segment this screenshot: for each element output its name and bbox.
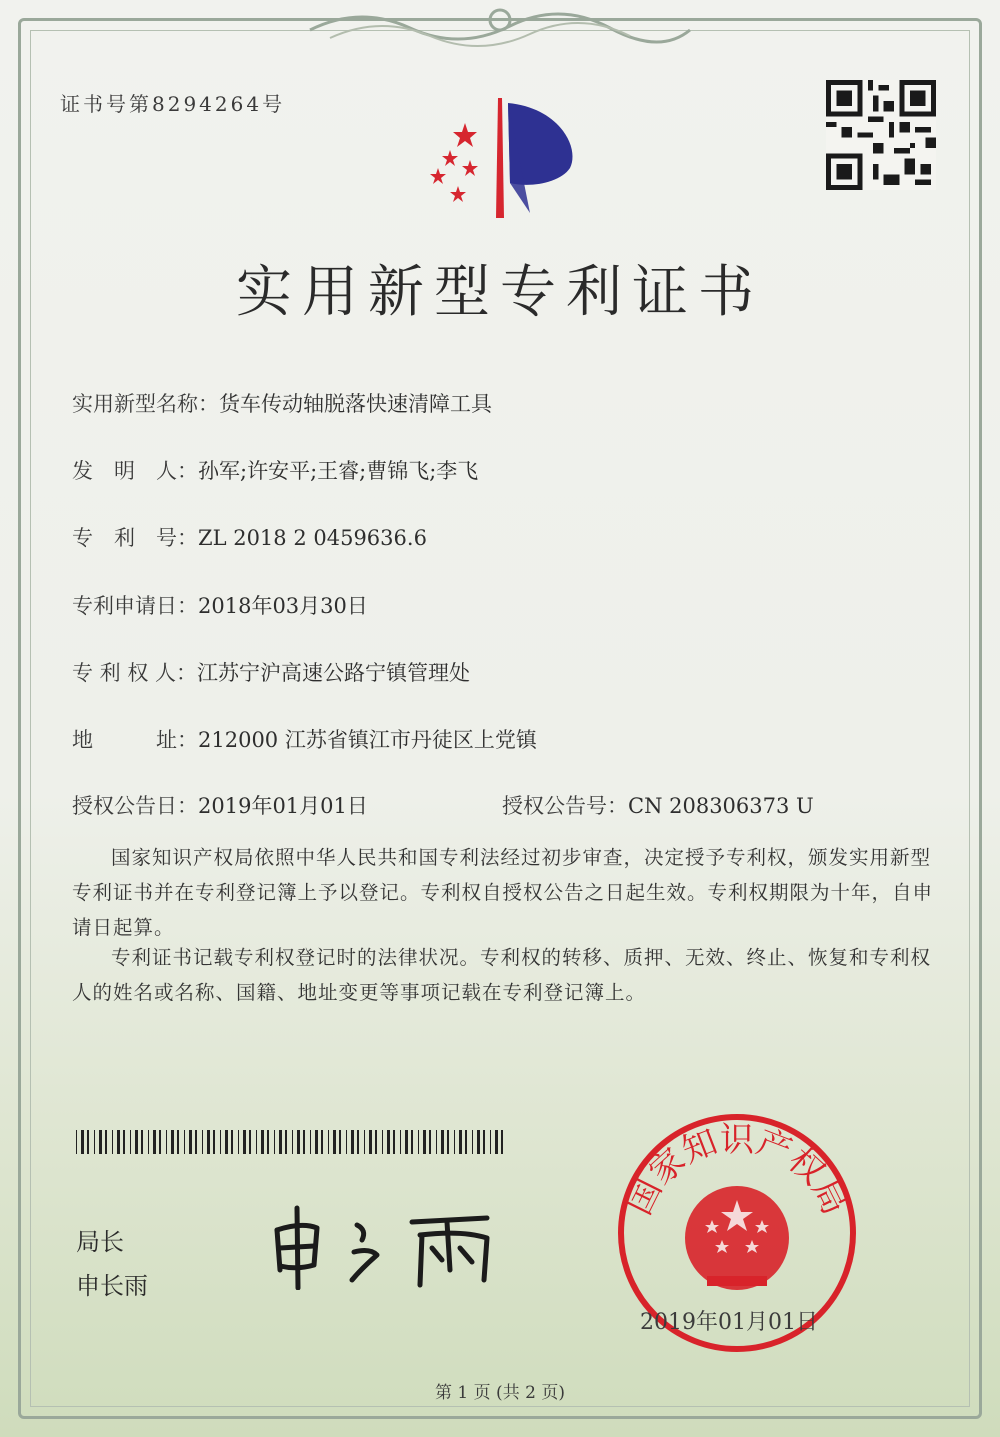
director-signature — [262, 1200, 512, 1290]
patent-office-logo-icon — [410, 88, 600, 223]
field-row-patentee — [72, 657, 470, 687]
page-indicator: 第 1 页 (共 2 页) — [435, 1383, 565, 1403]
field-value: 江苏宁沪高速公路宁镇管理处 — [197, 661, 471, 685]
certificate-title: 实用新型专利证书 — [236, 260, 764, 325]
director-title: 局长 — [76, 1228, 124, 1256]
field-label: 专 利 权 人： — [72, 661, 198, 685]
seal-text: 国家知识产权局 — [619, 1119, 855, 1222]
statement-paragraph-1: 国家知识产权局依照中华人民共和国专利法经过初步审查，决定授予专利权，颁发实用新型专利证书并在专利登记簿上予以登记。专利权自授权公告之日起生效。专利权期限为十年，自申请日起算。 — [72, 846, 934, 939]
field-label: 发 明 人： — [72, 459, 198, 483]
field-label: 地 址： — [72, 728, 198, 752]
director-name: 申长雨 — [76, 1272, 148, 1300]
field-value: 孙军;许安平;王睿;曹锦飞;李飞 — [198, 459, 479, 483]
field-row-patent-number — [72, 522, 427, 552]
field-label: 实用新型名称： — [72, 392, 219, 416]
field-label: 授权公告号： — [502, 794, 628, 818]
field-value: 2019年01月01日 — [198, 794, 368, 818]
field-value: ZL 2018 2 0459636.6 — [198, 526, 427, 550]
field-label: 授权公告日： — [72, 794, 198, 818]
seal-date: 2019年01月01日 — [640, 1310, 818, 1335]
field-row-application-date — [72, 590, 368, 620]
field-label: 专 利 号： — [72, 526, 198, 550]
field-row-inventors — [72, 455, 478, 485]
field-row-grant-date — [72, 790, 368, 820]
field-row-announcement-number — [502, 790, 814, 820]
barcode — [76, 1130, 506, 1154]
qr-code — [826, 80, 936, 190]
field-row-address — [72, 724, 537, 754]
field-value: CN 208306373 U — [628, 794, 814, 818]
top-ornament — [300, 0, 700, 48]
field-value: 2018年03月30日 — [198, 594, 368, 618]
certificate-number: 证书号第8294264号 — [60, 92, 286, 116]
field-value: 货车传动轴脱落快速清障工具 — [219, 392, 492, 416]
field-row-utility-model-name — [72, 388, 492, 418]
field-value: 212000 江苏省镇江市丹徒区上党镇 — [198, 728, 537, 752]
statement-paragraph-2: 专利证书记载专利权登记时的法律状况。专利权的转移、质押、无效、终止、恢复和专利权人的姓名或名称、国籍、地址变更等事项记载在专利登记簿上。 — [72, 946, 932, 1004]
field-label: 专利申请日： — [72, 594, 198, 618]
